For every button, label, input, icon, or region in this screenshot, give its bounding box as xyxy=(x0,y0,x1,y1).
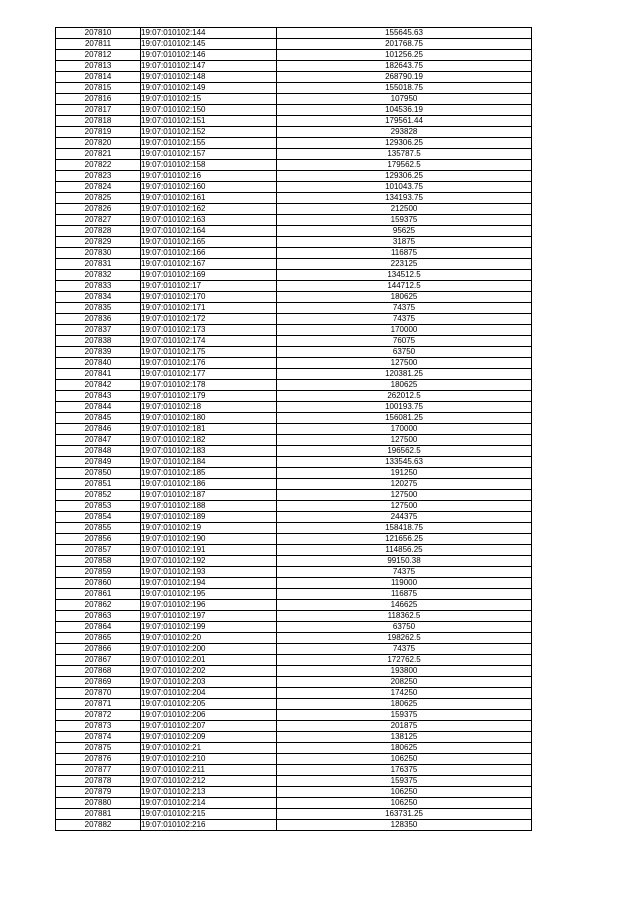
table-row xyxy=(56,380,532,391)
cadastral-number-cell: 19:07:010102:166 xyxy=(141,248,277,259)
value-amount-cell: 74375 xyxy=(277,314,532,325)
row-id-cell: 207854 xyxy=(56,512,141,523)
table-row xyxy=(56,83,532,94)
row-id-cell: 207877 xyxy=(56,765,141,776)
table-row xyxy=(56,259,532,270)
cadastral-number-cell: 19:07:010102:161 xyxy=(141,193,277,204)
row-id-cell: 207849 xyxy=(56,457,141,468)
value-amount-cell: 99150.38 xyxy=(277,556,532,567)
row-id-cell: 207864 xyxy=(56,622,141,633)
value-amount-cell: 104536.19 xyxy=(277,105,532,116)
cadastral-number-cell: 19:07:010102:209 xyxy=(141,732,277,743)
row-id-cell: 207843 xyxy=(56,391,141,402)
row-id-cell: 207880 xyxy=(56,798,141,809)
value-amount-cell: 180625 xyxy=(277,743,532,754)
row-id-cell: 207865 xyxy=(56,633,141,644)
row-id-cell: 207825 xyxy=(56,193,141,204)
document-page xyxy=(55,27,532,831)
row-id-cell: 207874 xyxy=(56,732,141,743)
cadastral-number-cell: 19:07:010102:178 xyxy=(141,380,277,391)
table-row xyxy=(56,512,532,523)
value-amount-cell: 172762.5 xyxy=(277,655,532,666)
row-id-cell: 207810 xyxy=(56,28,141,39)
value-amount-cell: 208250 xyxy=(277,677,532,688)
cadastral-number-cell: 19:07:010102:167 xyxy=(141,259,277,270)
table-row xyxy=(56,61,532,72)
row-id-cell: 207833 xyxy=(56,281,141,292)
value-amount-cell: 170000 xyxy=(277,325,532,336)
cadastral-number-cell: 19:07:010102:19 xyxy=(141,523,277,534)
value-amount-cell: 135787.5 xyxy=(277,149,532,160)
cadastral-number-cell: 19:07:010102:180 xyxy=(141,413,277,424)
table-row xyxy=(56,127,532,138)
cadastral-number-cell: 19:07:010102:199 xyxy=(141,622,277,633)
table-row xyxy=(56,391,532,402)
row-id-cell: 207813 xyxy=(56,61,141,72)
cadastral-number-cell: 19:07:010102:185 xyxy=(141,468,277,479)
row-id-cell: 207872 xyxy=(56,710,141,721)
table-row xyxy=(56,655,532,666)
table-row xyxy=(56,688,532,699)
table-row xyxy=(56,94,532,105)
cadastral-number-cell: 19:07:010102:165 xyxy=(141,237,277,248)
row-id-cell: 207811 xyxy=(56,39,141,50)
table-row xyxy=(56,325,532,336)
value-amount-cell: 119000 xyxy=(277,578,532,589)
table-row xyxy=(56,281,532,292)
cadastral-number-cell: 19:07:010102:164 xyxy=(141,226,277,237)
table-row xyxy=(56,644,532,655)
cadastral-number-cell: 19:07:010102:204 xyxy=(141,688,277,699)
value-amount-cell: 201875 xyxy=(277,721,532,732)
value-amount-cell: 101043.75 xyxy=(277,182,532,193)
row-id-cell: 207876 xyxy=(56,754,141,765)
value-amount-cell: 128350 xyxy=(277,820,532,831)
value-amount-cell: 31875 xyxy=(277,237,532,248)
row-id-cell: 207815 xyxy=(56,83,141,94)
row-id-cell: 207845 xyxy=(56,413,141,424)
cadastral-number-cell: 19:07:010102:17 xyxy=(141,281,277,292)
value-amount-cell: 155645.63 xyxy=(277,28,532,39)
value-amount-cell: 101256.25 xyxy=(277,50,532,61)
value-amount-cell: 159375 xyxy=(277,710,532,721)
row-id-cell: 207869 xyxy=(56,677,141,688)
table-row xyxy=(56,787,532,798)
table-row xyxy=(56,72,532,83)
value-amount-cell: 182643.75 xyxy=(277,61,532,72)
cadastral-number-cell: 19:07:010102:176 xyxy=(141,358,277,369)
cadastral-number-cell: 19:07:010102:187 xyxy=(141,490,277,501)
cadastral-number-cell: 19:07:010102:200 xyxy=(141,644,277,655)
cadastral-number-cell: 19:07:010102:146 xyxy=(141,50,277,61)
row-id-cell: 207836 xyxy=(56,314,141,325)
cadastral-number-cell: 19:07:010102:18 xyxy=(141,402,277,413)
row-id-cell: 207840 xyxy=(56,358,141,369)
row-id-cell: 207822 xyxy=(56,160,141,171)
cadastral-number-cell: 19:07:010102:192 xyxy=(141,556,277,567)
value-amount-cell: 163731.25 xyxy=(277,809,532,820)
value-amount-cell: 196562.5 xyxy=(277,446,532,457)
value-amount-cell: 133545.63 xyxy=(277,457,532,468)
value-amount-cell: 201768.75 xyxy=(277,39,532,50)
cadastral-number-cell: 19:07:010102:184 xyxy=(141,457,277,468)
table-row xyxy=(56,314,532,325)
table-row xyxy=(56,820,532,831)
table-row xyxy=(56,226,532,237)
row-id-cell: 207839 xyxy=(56,347,141,358)
table-row xyxy=(56,270,532,281)
cadastral-number-cell: 19:07:010102:216 xyxy=(141,820,277,831)
cadastral-number-cell: 19:07:010102:210 xyxy=(141,754,277,765)
row-id-cell: 207827 xyxy=(56,215,141,226)
row-id-cell: 207861 xyxy=(56,589,141,600)
row-id-cell: 207860 xyxy=(56,578,141,589)
value-amount-cell: 100193.75 xyxy=(277,402,532,413)
value-amount-cell: 180625 xyxy=(277,292,532,303)
value-amount-cell: 191250 xyxy=(277,468,532,479)
cadastral-number-cell: 19:07:010102:21 xyxy=(141,743,277,754)
table-row xyxy=(56,776,532,787)
table-row xyxy=(56,567,532,578)
value-amount-cell: 198262.5 xyxy=(277,633,532,644)
table-row xyxy=(56,490,532,501)
table-row xyxy=(56,160,532,171)
row-id-cell: 207830 xyxy=(56,248,141,259)
cadastral-number-cell: 19:07:010102:157 xyxy=(141,149,277,160)
table-row xyxy=(56,765,532,776)
row-id-cell: 207856 xyxy=(56,534,141,545)
table-row xyxy=(56,424,532,435)
value-amount-cell: 127500 xyxy=(277,435,532,446)
cadastral-number-cell: 19:07:010102:158 xyxy=(141,160,277,171)
cadastral-number-cell: 19:07:010102:173 xyxy=(141,325,277,336)
value-amount-cell: 155018.75 xyxy=(277,83,532,94)
row-id-cell: 207812 xyxy=(56,50,141,61)
value-amount-cell: 174250 xyxy=(277,688,532,699)
table-row xyxy=(56,501,532,512)
value-amount-cell: 127500 xyxy=(277,490,532,501)
cadastral-number-cell: 19:07:010102:150 xyxy=(141,105,277,116)
table-row xyxy=(56,710,532,721)
table-row xyxy=(56,182,532,193)
cadastral-number-cell: 19:07:010102:202 xyxy=(141,666,277,677)
cadastral-number-cell: 19:07:010102:197 xyxy=(141,611,277,622)
value-amount-cell: 180625 xyxy=(277,380,532,391)
cadastral-number-cell: 19:07:010102:196 xyxy=(141,600,277,611)
table-row xyxy=(56,600,532,611)
cadastral-number-cell: 19:07:010102:206 xyxy=(141,710,277,721)
value-amount-cell: 156081.25 xyxy=(277,413,532,424)
row-id-cell: 207831 xyxy=(56,259,141,270)
table-row xyxy=(56,116,532,127)
value-amount-cell: 138125 xyxy=(277,732,532,743)
table-row xyxy=(56,149,532,160)
cadastral-number-cell: 19:07:010102:148 xyxy=(141,72,277,83)
row-id-cell: 207878 xyxy=(56,776,141,787)
table-row xyxy=(56,28,532,39)
table-row xyxy=(56,743,532,754)
table-row xyxy=(56,193,532,204)
row-id-cell: 207848 xyxy=(56,446,141,457)
row-id-cell: 207832 xyxy=(56,270,141,281)
row-id-cell: 207841 xyxy=(56,369,141,380)
value-amount-cell: 129306.25 xyxy=(277,171,532,182)
value-amount-cell: 127500 xyxy=(277,501,532,512)
table-row xyxy=(56,303,532,314)
value-amount-cell: 116875 xyxy=(277,248,532,259)
cadastral-number-cell: 19:07:010102:186 xyxy=(141,479,277,490)
value-amount-cell: 127500 xyxy=(277,358,532,369)
table-row xyxy=(56,589,532,600)
table-row xyxy=(56,699,532,710)
cadastral-number-cell: 19:07:010102:144 xyxy=(141,28,277,39)
row-id-cell: 207823 xyxy=(56,171,141,182)
cadastral-number-cell: 19:07:010102:212 xyxy=(141,776,277,787)
cadastral-number-cell: 19:07:010102:189 xyxy=(141,512,277,523)
cadastral-number-cell: 19:07:010102:215 xyxy=(141,809,277,820)
value-amount-cell: 268790.19 xyxy=(277,72,532,83)
table-row xyxy=(56,237,532,248)
table-row xyxy=(56,578,532,589)
cadastral-value-table xyxy=(55,27,532,831)
table-row xyxy=(56,622,532,633)
cadastral-number-cell: 19:07:010102:151 xyxy=(141,116,277,127)
value-amount-cell: 76075 xyxy=(277,336,532,347)
row-id-cell: 207816 xyxy=(56,94,141,105)
table-row xyxy=(56,666,532,677)
table-row xyxy=(56,809,532,820)
table-row xyxy=(56,39,532,50)
table-row xyxy=(56,248,532,259)
table-row xyxy=(56,523,532,534)
row-id-cell: 207882 xyxy=(56,820,141,831)
table-body xyxy=(56,28,532,831)
row-id-cell: 207844 xyxy=(56,402,141,413)
table-row xyxy=(56,633,532,644)
cadastral-number-cell: 19:07:010102:191 xyxy=(141,545,277,556)
value-amount-cell: 146625 xyxy=(277,600,532,611)
row-id-cell: 207819 xyxy=(56,127,141,138)
cadastral-number-cell: 19:07:010102:169 xyxy=(141,270,277,281)
table-row xyxy=(56,413,532,424)
value-amount-cell: 63750 xyxy=(277,347,532,358)
table-row xyxy=(56,545,532,556)
row-id-cell: 207858 xyxy=(56,556,141,567)
value-amount-cell: 212500 xyxy=(277,204,532,215)
row-id-cell: 207820 xyxy=(56,138,141,149)
cadastral-number-cell: 19:07:010102:194 xyxy=(141,578,277,589)
cadastral-number-cell: 19:07:010102:193 xyxy=(141,567,277,578)
value-amount-cell: 244375 xyxy=(277,512,532,523)
row-id-cell: 207837 xyxy=(56,325,141,336)
value-amount-cell: 74375 xyxy=(277,567,532,578)
row-id-cell: 207868 xyxy=(56,666,141,677)
cadastral-number-cell: 19:07:010102:213 xyxy=(141,787,277,798)
value-amount-cell: 134193.75 xyxy=(277,193,532,204)
cadastral-number-cell: 19:07:010102:205 xyxy=(141,699,277,710)
table-row xyxy=(56,138,532,149)
cadastral-number-cell: 19:07:010102:152 xyxy=(141,127,277,138)
row-id-cell: 207821 xyxy=(56,149,141,160)
row-id-cell: 207842 xyxy=(56,380,141,391)
cadastral-number-cell: 19:07:010102:195 xyxy=(141,589,277,600)
value-amount-cell: 118362.5 xyxy=(277,611,532,622)
row-id-cell: 207871 xyxy=(56,699,141,710)
cadastral-number-cell: 19:07:010102:174 xyxy=(141,336,277,347)
table-row xyxy=(56,446,532,457)
value-amount-cell: 179562.5 xyxy=(277,160,532,171)
table-row xyxy=(56,171,532,182)
row-id-cell: 207867 xyxy=(56,655,141,666)
table-row xyxy=(56,677,532,688)
value-amount-cell: 159375 xyxy=(277,776,532,787)
value-amount-cell: 95625 xyxy=(277,226,532,237)
table-row xyxy=(56,457,532,468)
cadastral-number-cell: 19:07:010102:175 xyxy=(141,347,277,358)
row-id-cell: 207829 xyxy=(56,237,141,248)
cadastral-number-cell: 19:07:010102:145 xyxy=(141,39,277,50)
row-id-cell: 207870 xyxy=(56,688,141,699)
row-id-cell: 207847 xyxy=(56,435,141,446)
cadastral-number-cell: 19:07:010102:155 xyxy=(141,138,277,149)
row-id-cell: 207814 xyxy=(56,72,141,83)
row-id-cell: 207838 xyxy=(56,336,141,347)
value-amount-cell: 120275 xyxy=(277,479,532,490)
value-amount-cell: 158418.75 xyxy=(277,523,532,534)
value-amount-cell: 74375 xyxy=(277,644,532,655)
table-row xyxy=(56,336,532,347)
value-amount-cell: 179561.44 xyxy=(277,116,532,127)
row-id-cell: 207881 xyxy=(56,809,141,820)
row-id-cell: 207824 xyxy=(56,182,141,193)
cadastral-number-cell: 19:07:010102:207 xyxy=(141,721,277,732)
row-id-cell: 207866 xyxy=(56,644,141,655)
row-id-cell: 207835 xyxy=(56,303,141,314)
table-row xyxy=(56,468,532,479)
value-amount-cell: 293828 xyxy=(277,127,532,138)
row-id-cell: 207857 xyxy=(56,545,141,556)
cadastral-number-cell: 19:07:010102:182 xyxy=(141,435,277,446)
value-amount-cell: 134512.5 xyxy=(277,270,532,281)
value-amount-cell: 106250 xyxy=(277,798,532,809)
cadastral-number-cell: 19:07:010102:171 xyxy=(141,303,277,314)
value-amount-cell: 223125 xyxy=(277,259,532,270)
cadastral-number-cell: 19:07:010102:149 xyxy=(141,83,277,94)
table-row xyxy=(56,50,532,61)
cadastral-number-cell: 19:07:010102:188 xyxy=(141,501,277,512)
table-row xyxy=(56,798,532,809)
table-row xyxy=(56,732,532,743)
cadastral-number-cell: 19:07:010102:190 xyxy=(141,534,277,545)
row-id-cell: 207853 xyxy=(56,501,141,512)
row-id-cell: 207826 xyxy=(56,204,141,215)
value-amount-cell: 63750 xyxy=(277,622,532,633)
table-row xyxy=(56,105,532,116)
table-row xyxy=(56,534,532,545)
cadastral-number-cell: 19:07:010102:177 xyxy=(141,369,277,380)
cadastral-number-cell: 19:07:010102:203 xyxy=(141,677,277,688)
row-id-cell: 207834 xyxy=(56,292,141,303)
value-amount-cell: 74375 xyxy=(277,303,532,314)
cadastral-number-cell: 19:07:010102:15 xyxy=(141,94,277,105)
table-row xyxy=(56,204,532,215)
value-amount-cell: 180625 xyxy=(277,699,532,710)
value-amount-cell: 116875 xyxy=(277,589,532,600)
table-row xyxy=(56,435,532,446)
table-row xyxy=(56,721,532,732)
cadastral-number-cell: 19:07:010102:201 xyxy=(141,655,277,666)
value-amount-cell: 170000 xyxy=(277,424,532,435)
table-row xyxy=(56,479,532,490)
value-amount-cell: 120381.25 xyxy=(277,369,532,380)
row-id-cell: 207817 xyxy=(56,105,141,116)
cadastral-number-cell: 19:07:010102:181 xyxy=(141,424,277,435)
value-amount-cell: 129306.25 xyxy=(277,138,532,149)
table-row xyxy=(56,556,532,567)
row-id-cell: 207862 xyxy=(56,600,141,611)
row-id-cell: 207852 xyxy=(56,490,141,501)
value-amount-cell: 262012.5 xyxy=(277,391,532,402)
cadastral-number-cell: 19:07:010102:20 xyxy=(141,633,277,644)
cadastral-number-cell: 19:07:010102:160 xyxy=(141,182,277,193)
table-row xyxy=(56,292,532,303)
value-amount-cell: 176375 xyxy=(277,765,532,776)
row-id-cell: 207818 xyxy=(56,116,141,127)
cadastral-number-cell: 19:07:010102:179 xyxy=(141,391,277,402)
cadastral-number-cell: 19:07:010102:214 xyxy=(141,798,277,809)
row-id-cell: 207873 xyxy=(56,721,141,732)
cadastral-number-cell: 19:07:010102:163 xyxy=(141,215,277,226)
row-id-cell: 207846 xyxy=(56,424,141,435)
row-id-cell: 207855 xyxy=(56,523,141,534)
table-row xyxy=(56,369,532,380)
value-amount-cell: 193800 xyxy=(277,666,532,677)
cadastral-number-cell: 19:07:010102:172 xyxy=(141,314,277,325)
value-amount-cell: 159375 xyxy=(277,215,532,226)
table-row xyxy=(56,347,532,358)
row-id-cell: 207875 xyxy=(56,743,141,754)
row-id-cell: 207859 xyxy=(56,567,141,578)
cadastral-number-cell: 19:07:010102:170 xyxy=(141,292,277,303)
table-row xyxy=(56,358,532,369)
value-amount-cell: 144712.5 xyxy=(277,281,532,292)
cadastral-number-cell: 19:07:010102:162 xyxy=(141,204,277,215)
table-row xyxy=(56,402,532,413)
cadastral-number-cell: 19:07:010102:183 xyxy=(141,446,277,457)
value-amount-cell: 114856.25 xyxy=(277,545,532,556)
row-id-cell: 207850 xyxy=(56,468,141,479)
value-amount-cell: 121656.25 xyxy=(277,534,532,545)
row-id-cell: 207851 xyxy=(56,479,141,490)
value-amount-cell: 106250 xyxy=(277,787,532,798)
table-row xyxy=(56,754,532,765)
cadastral-number-cell: 19:07:010102:211 xyxy=(141,765,277,776)
table-row xyxy=(56,611,532,622)
cadastral-number-cell: 19:07:010102:147 xyxy=(141,61,277,72)
cadastral-number-cell: 19:07:010102:16 xyxy=(141,171,277,182)
table-row xyxy=(56,215,532,226)
value-amount-cell: 107950 xyxy=(277,94,532,105)
row-id-cell: 207863 xyxy=(56,611,141,622)
row-id-cell: 207879 xyxy=(56,787,141,798)
row-id-cell: 207828 xyxy=(56,226,141,237)
value-amount-cell: 106250 xyxy=(277,754,532,765)
